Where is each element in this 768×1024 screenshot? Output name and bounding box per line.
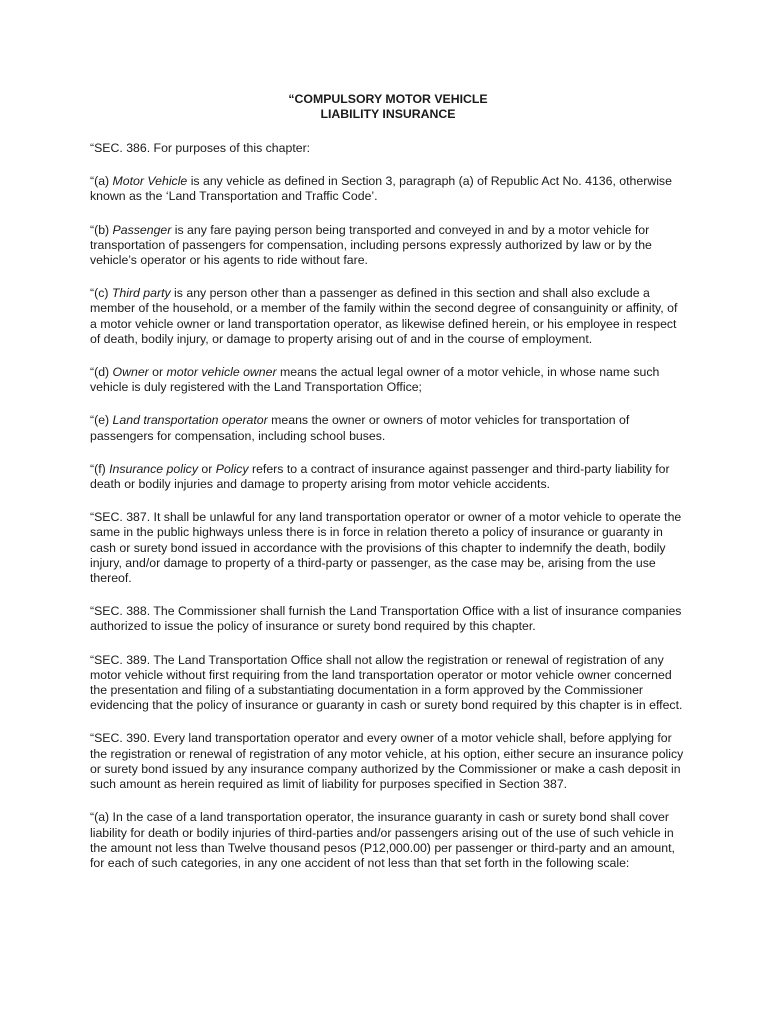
defined-term: Third party <box>111 286 171 301</box>
defined-term: Policy <box>215 461 249 476</box>
definition-text: means the actual legal owner of a motor vehicle, in whose name such vehicle is duly registered with the Land Transportation Office; <box>90 365 660 395</box>
definition-text: refers to a contract of insurance against passenger and third-party liability for death or bodily injuries and damage to property arising from motor vehicle accidents. <box>90 461 670 492</box>
defined-term: Owner <box>112 365 149 380</box>
defined-term: Motor Vehicle <box>112 174 188 189</box>
definition-label: “(d) <box>90 365 113 380</box>
definition-motor-vehicle <box>90 174 686 204</box>
definition-label: “(f) <box>90 461 110 476</box>
definition-label: “(b) <box>90 222 113 237</box>
section-390: “SEC. 390. Every land transportation operator and every owner of a motor vehicle shall, before applying for the registration or renewal of registration of any motor vehicle, at his option, either secure an insurance policy or surety bond issued by any insurance company authorized by the Commissioner or make a cash deposit in such amount as herein required as limit of liability for purposes specified in Section 387. <box>90 731 684 792</box>
definition-label: “(a) <box>90 174 113 189</box>
definition-connector: or <box>148 365 167 380</box>
section-388: “SEC. 388. The Commissioner shall furnish the Land Transportation Office with a list of insurance companies authorized to issue the policy of insurance or surety bond required by this chapter. <box>90 604 682 634</box>
title-line-2: LIABILITY INSURANCE <box>320 107 456 121</box>
definition-insurance-policy <box>90 462 686 492</box>
defined-term: Passenger <box>112 222 172 237</box>
definition-land-transportation-operator <box>90 413 686 443</box>
definition-passenger <box>90 223 686 269</box>
defined-term: Insurance policy <box>109 461 198 476</box>
definition-label: “(e) <box>90 413 113 428</box>
definition-text: is any person other than a passenger as defined in this section and shall also exclude a member of the household, or a member of the family within the second degree of consanguinity or affinity, of a motor vehicle owner or land transportation operator, as likewise defined herein, or his employee in respect of death, bodily injury, or damage to property arising out of and in the course of employment. <box>90 286 678 346</box>
defined-term: motor vehicle owner <box>166 365 277 380</box>
definition-owner <box>90 365 686 395</box>
document-title <box>90 92 686 122</box>
definition-text: means the owner or owners of motor vehicles for transportation of passengers for compensation, including school buses. <box>90 413 630 443</box>
defined-term: Land transportation operator <box>112 413 268 428</box>
section-389: “SEC. 389. The Land Transportation Office shall not allow the registration or renewal of registration of any motor vehicle without first requiring from the land transportation operator or motor vehicle owner concerned the presentation and filing of a substantiating documentation in a form approved by the Commissioner evidencing that the policy of insurance or guaranty in cash or surety bond required by this chapter is in effect. <box>90 652 683 713</box>
section-390-a: “(a) In the case of a land transportation operator, the insurance guaranty in cash or surety bond shall cover liability for death or bodily injuries of third-parties and/or passengers arising out of the use of such vehicle in the amount not less than Twelve thousand pesos (P12,000.00) per passenger or third-party and an amount, for each of such categories, in any one accident of not less than that set forth in the following scale: <box>90 810 675 870</box>
definition-text: is any vehicle as defined in Section 3, paragraph (a) of Republic Act No. 4136, otherwise known as the ‘Land Transportation and Traffic Code’. <box>90 174 672 204</box>
definition-label: “(c) <box>90 286 112 301</box>
definition-text: is any fare paying person being transported and conveyed in and by a motor vehicle for transportation of passengers for compensation, including persons expressly authorized by law or by the vehicle’s operator or his agents to ride without fare. <box>90 222 652 268</box>
definition-third-party <box>90 286 686 347</box>
section-387: “SEC. 387. It shall be unlawful for any land transportation operator or owner of a motor vehicle to operate the same in the public highways unless there is in force in relation thereto a policy of insurance or guaranty in cash or surety bond issued in accordance with the provisions of this chapter to indemnify the death, bodily injury, and/or damage to property of a third-party or passenger, as the case may be, arising from the use thereof. <box>90 510 682 586</box>
section-386-intro: “SEC. 386. For purposes of this chapter: <box>90 141 311 155</box>
definition-connector: or <box>197 461 216 476</box>
title-line-1: “COMPULSORY MOTOR VEHICLE <box>288 92 488 106</box>
